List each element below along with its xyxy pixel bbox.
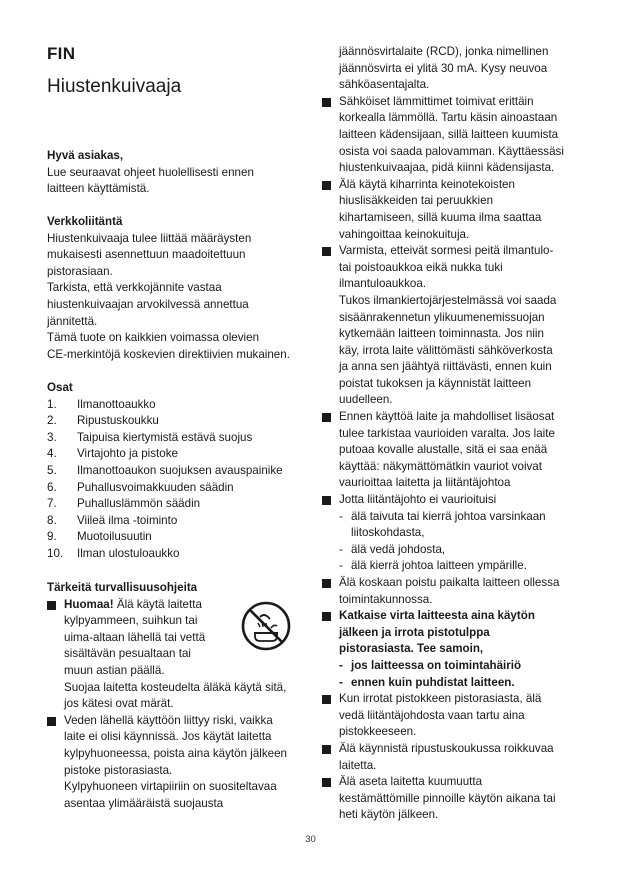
item-number: 7. <box>47 497 57 511</box>
mains-line: Tämä tuote on kaikkien voimassa olevien <box>47 331 260 345</box>
sub-line: jos laitteessa on toimintahäiriö <box>351 658 522 672</box>
mains-line: Tarkista, että verkkojännite vastaa <box>47 281 222 295</box>
bullet-square-icon <box>322 741 339 774</box>
bullet-line: Kylpyhuoneen virtapiiriin on suositeltavaa <box>64 780 277 794</box>
parts-list <box>47 397 309 563</box>
sub-item <box>339 558 588 575</box>
bullet-line: vaurioittaa laitetta ja liitäntäjohtoa <box>339 476 511 490</box>
bullet-line: Suojaa laitetta kosteudelta äläkä käytä sitä, <box>64 680 287 694</box>
bullet-square-icon <box>47 713 64 813</box>
list-item <box>47 496 309 513</box>
bullet-square-icon <box>322 492 339 575</box>
bullet-line: tai poistoaukkoa eikä nukka tuki <box>339 260 503 274</box>
bullet-square-icon <box>47 597 64 713</box>
page-number: 30 <box>305 834 316 845</box>
bullet-line: Varmista, etteivät sormesi peitä ilmantulo- <box>339 244 554 258</box>
bullet-line: sisältävän pesualtaan tai <box>64 647 191 661</box>
bullet-item <box>322 492 588 575</box>
sub-item <box>339 542 588 559</box>
item-label: Ripustuskoukku <box>77 414 159 428</box>
dash: - <box>339 658 343 672</box>
sub-item <box>339 509 588 542</box>
item-label: Ilmanottoaukko <box>77 397 156 411</box>
bullet-line: laitteen kädensijaan, sillä laitteen kuumista <box>339 127 559 141</box>
bullet-item <box>322 774 588 824</box>
bullet-item <box>322 409 588 492</box>
item-label: Puhallusvoimakkuuden säädin <box>77 480 234 494</box>
safety-heading: Tärkeitä turvallisuusohjeita <box>47 581 198 594</box>
parts-section <box>47 380 309 563</box>
bullet-line: vedä liitäntäjohdosta vaan tartu aina <box>339 708 525 722</box>
bullet-line: ja anna sen jäähtyä riittävästi, ennen kuin <box>339 360 552 374</box>
mains-line: pistorasiaan. <box>47 264 113 278</box>
intro-section <box>47 148 309 198</box>
list-item <box>47 430 309 447</box>
bullet-line: uima-altaan lähellä tai vettä <box>64 630 206 644</box>
bullet-line: pistorasiasta. Tee samoin, <box>339 642 484 656</box>
item-number: 8. <box>47 513 57 527</box>
item-label: Taipuisa kiertymistä estävä suojus <box>77 430 253 444</box>
bullet-line: ilmantuloaukkoa. <box>339 277 427 291</box>
bullet-line: osista voi saada palovamman. Käyttäessäsi <box>339 144 564 158</box>
mains-heading: Verkkoliitäntä <box>47 215 123 228</box>
mains-line: mukaisesti asennettuun maadoitettuun <box>47 248 246 262</box>
bullet-item <box>322 608 588 691</box>
bullet-item <box>322 94 588 177</box>
intro-heading: Hyvä asiakas, <box>47 149 124 162</box>
language-code: FIN <box>47 44 76 63</box>
list-item <box>47 529 309 546</box>
bullet-square-icon <box>322 575 339 608</box>
no-bath-warning-icon <box>240 600 292 652</box>
bullet-line: tulee tarkistaa vaurioiden varalta. Jos laite <box>339 426 555 440</box>
bullet-square-icon <box>322 94 339 177</box>
bullet-line: sähköasentajalta. <box>339 78 430 92</box>
item-number: 6. <box>47 480 57 494</box>
sub-line: liitoskohdasta, <box>351 526 425 540</box>
bullet-square-icon <box>322 243 339 409</box>
bullet-line: Sähköiset lämmittimet toimivat erittäin <box>339 94 534 108</box>
bullet-line: kytkemään laitteen toiminnasta. Jos niin <box>339 327 544 341</box>
dash: - <box>339 542 343 556</box>
dash: - <box>339 675 343 689</box>
sub-item <box>339 658 588 675</box>
bullet-square-icon <box>322 691 339 741</box>
bullet-line: pistoke pistorasiasta. <box>64 763 173 777</box>
bullet-line: kylpyhuoneessa, poista aina käytön jälkeen <box>64 746 288 760</box>
list-item <box>47 446 309 463</box>
bullet-line: kestämättömille pinnoille käytön aikana tai <box>339 791 556 805</box>
bullet-line: Älä käytä kiharrinta keinotekoisten <box>339 177 515 191</box>
mains-line: Hiustenkuivaaja tulee liittää määräysten <box>47 231 252 245</box>
item-label: Viileä ilma -toiminto <box>77 513 178 527</box>
item-label: Muotoilusuutin <box>77 530 152 544</box>
bullet-text: Älä käytä laitetta <box>113 597 202 611</box>
sub-line: älä kierrä johtoa laitteen ympärille. <box>351 559 527 573</box>
bullet-square-icon <box>322 409 339 492</box>
mains-line: hiustenkuivaajan arvokilvessä annettua <box>47 297 249 311</box>
bullet-line: sisäänrakennetun ylikuumenemissuojan <box>339 310 545 324</box>
list-item <box>47 413 309 430</box>
sub-line: ennen kuin puhdistat laitteen. <box>351 675 515 689</box>
bullet-line: jos kätesi ovat märät. <box>64 697 174 711</box>
warning-lead: Huomaa! <box>64 597 114 611</box>
bullet-line: Älä käynnistä ripustuskoukussa roikkuvaa <box>339 741 554 755</box>
bullet-line: hiustenkuivaajaa, pidä kiinni kädensijasta. <box>339 161 555 175</box>
item-number: 10. <box>47 546 64 560</box>
bullet-line: hiuslisäkkeiden tai peruukkien <box>339 194 494 208</box>
page-title: Hiustenkuivaaja <box>47 76 182 97</box>
bullet-item <box>322 575 588 608</box>
item-number: 4. <box>47 447 57 461</box>
continued-text <box>322 44 588 94</box>
list-item <box>47 546 309 563</box>
bullet-square-icon <box>322 608 339 691</box>
bullet-line: muun astian päällä. <box>64 663 165 677</box>
bullet-line: Kun irrotat pistokkeen pistorasiasta, älä <box>339 692 542 706</box>
dash: - <box>339 509 343 523</box>
mains-line: jännitettä. <box>47 314 98 328</box>
bullet-line: Tukos ilmankiertojärjestelmässä voi saada <box>339 293 557 307</box>
item-number: 2. <box>47 414 57 428</box>
item-number: 1. <box>47 397 57 411</box>
bullet-line: Älä koskaan poistu paikalta laitteen ollessa <box>339 576 560 589</box>
bullet-line: kihartamiseen, sillä kuuma ilma saattaa <box>339 210 542 224</box>
item-label: Ilmanottoaukon suojuksen avauspainike <box>77 463 283 477</box>
item-number: 3. <box>47 430 57 444</box>
bullet-line: Ennen käyttöä laite ja mahdolliset lisäosat <box>339 410 555 424</box>
item-number: 5. <box>47 463 57 477</box>
bullet-line: jälkeen ja irrota pistotulppa <box>339 625 490 639</box>
bullet-line: jäännösvirtalaite (RCD), jonka nimellinen <box>339 45 549 58</box>
bullet-line: Katkaise virta laitteesta aina käytön <box>339 609 535 623</box>
bullet-line: heti käytön jälkeen. <box>339 808 439 822</box>
bullet-line: Veden lähellä käyttöön liittyy riski, vaikka <box>64 713 273 727</box>
bullet-item <box>322 741 588 774</box>
bullet-square-icon <box>322 774 339 824</box>
list-item <box>47 463 309 480</box>
bullet-item <box>322 691 588 741</box>
dash: - <box>339 559 343 573</box>
parts-heading: Osat <box>47 381 73 394</box>
item-number: 9. <box>47 530 57 544</box>
bullet-line: laitetta. <box>339 758 377 772</box>
sub-line: älä vedä johdosta, <box>351 542 446 556</box>
bullet-line: jäännösvirta ei ylitä 30 mA. Kysy neuvoa <box>339 61 548 75</box>
right-content <box>322 44 588 824</box>
bullet-line: uudelleen. <box>339 393 393 407</box>
list-item <box>47 480 309 497</box>
bullet-line: Jotta liitäntäjohto ei vaurioituisi <box>339 493 497 507</box>
item-label: Ilman ulostuloaukko <box>77 546 180 560</box>
bullet-line: putoaa kovalle alustalle, sitä ei saa enää <box>339 443 548 457</box>
bullet-line: asentaa ylimääräistä suojausta <box>64 796 224 810</box>
bullet-line: käyttää: näkymättömätkin vauriot voivat <box>339 459 542 473</box>
list-item <box>47 513 309 530</box>
bullet-line: kylpyammeen, suihkun tai <box>64 614 198 628</box>
bullet-line: korkealla lämmöllä. Tartu käsin ainoastaan <box>339 111 558 125</box>
item-label: Puhalluslämmön säädin <box>77 497 201 511</box>
bullet-square-icon <box>322 177 339 243</box>
bullet-line: Älä aseta laitetta kuumuutta <box>339 775 483 789</box>
bullet-line: vahingoittaa keinokuituja. <box>339 227 470 241</box>
sub-line: älä taivuta tai kierrä johtoa varsinkaan <box>351 509 546 523</box>
bullet-line: pistokkeeseen. <box>339 725 417 739</box>
bullet-item <box>322 243 588 409</box>
item-label: Virtajohto ja pistoke <box>77 447 178 461</box>
intro-line: laitteen käyttämistä. <box>47 182 150 196</box>
bullet-item <box>322 177 588 243</box>
intro-line: Lue seuraavat ohjeet huolellisesti ennen <box>47 165 254 179</box>
bullet-item <box>47 713 309 813</box>
mains-section <box>47 214 309 363</box>
bullet-line: poistat tukoksen ja käynnistät laitteen <box>339 376 532 390</box>
bullet-line: käy, irrota laite välittömästi sähköverkosta <box>339 343 553 357</box>
sub-item <box>339 675 588 692</box>
bullet-line: toimintakunnossa. <box>339 592 433 606</box>
mains-line: CE-merkintöjä koskevien direktiivien mukainen. <box>47 347 290 361</box>
list-item <box>47 397 309 414</box>
bullet-line: laite ei olisi käynnissä. Jos käytät laitetta <box>64 730 272 744</box>
